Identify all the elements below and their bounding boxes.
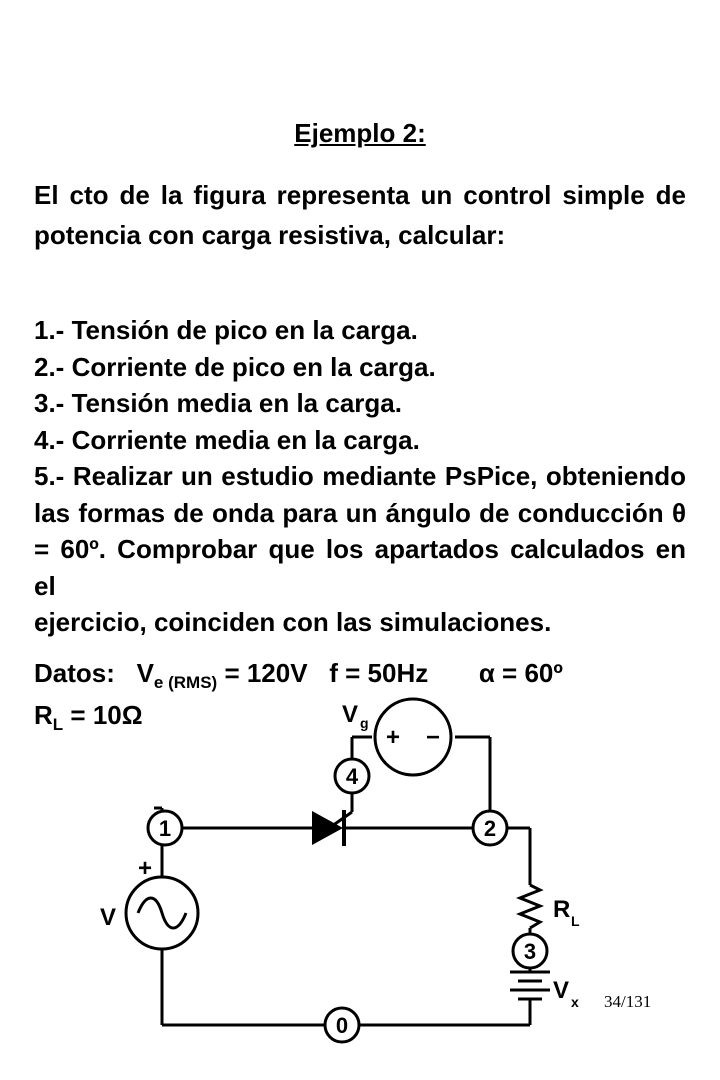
vg-label: V xyxy=(342,701,359,728)
data-label: Datos: xyxy=(34,658,115,688)
ve-value: = 120V xyxy=(224,658,308,688)
question-item-2: 2.- Corriente de pico en la carga. xyxy=(34,351,436,382)
rl-value: = 10Ω xyxy=(70,700,143,730)
alpha-value: α = 60º xyxy=(478,658,563,688)
ve-symbol: V xyxy=(136,658,154,688)
node-label-1: 1 xyxy=(158,816,172,841)
source-label: V xyxy=(100,904,117,931)
rl-circuit-subscript: L xyxy=(571,913,580,929)
rl-circuit-label: R xyxy=(553,896,571,923)
node-label-0: 0 xyxy=(335,1013,349,1038)
rl-symbol: R xyxy=(34,700,53,730)
question-item-5-last-line: ejercicio, coinciden con las simulaciones. xyxy=(34,607,552,637)
vx-label: V xyxy=(553,977,570,1004)
vg-plus-sign: + xyxy=(386,724,401,751)
ve-subscript: e (RMS) xyxy=(153,673,218,692)
node-label-4: 4 xyxy=(345,764,359,789)
page-title: Ejemplo 2: xyxy=(294,118,426,148)
vx-subscript: x xyxy=(571,994,579,1010)
question-item-3: 3.- Tensión media en la carga. xyxy=(34,388,402,418)
question-item-5-text: 5.- Realizar un estudio mediante PsPice, obteniendo las formas de onda para un ángulo de conducción θ = 60º. Comprobar que los apartados calculados en el xyxy=(34,461,686,601)
page-number: 34/131 xyxy=(604,992,652,1011)
question-item-1: 1.- Tensión de pico en la carga. xyxy=(34,315,418,345)
rl-subscript: L xyxy=(52,715,64,734)
question-item-4: 4.- Corriente media en la carga. xyxy=(34,424,420,455)
vg-minus-sign: − xyxy=(426,724,441,751)
source-plus-sign: + xyxy=(138,855,153,882)
node-label-2: 2 xyxy=(483,816,497,841)
frequency-value: f = 50Hz xyxy=(329,658,429,688)
node-label-3: 3 xyxy=(523,939,537,964)
intro-paragraph: El cto de la figura representa un control simple de potencia con carga resistiva, calcular: xyxy=(34,180,686,250)
vg-subscript: g xyxy=(360,715,369,731)
